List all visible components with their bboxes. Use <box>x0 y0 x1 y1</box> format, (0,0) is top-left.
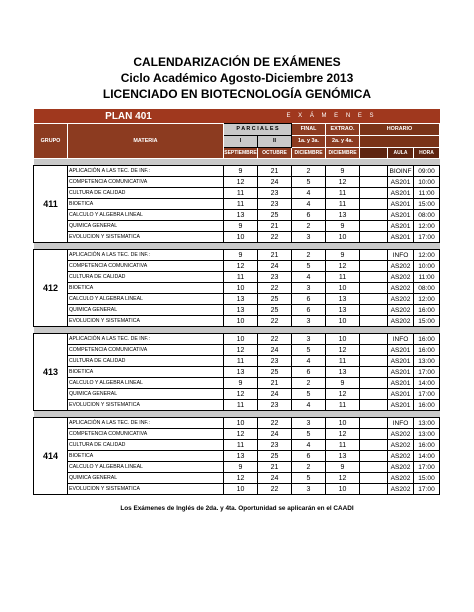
spacer-cell <box>360 389 388 400</box>
aula-cell: AS202 <box>388 429 414 440</box>
final-cell: 4 <box>292 400 326 411</box>
hora-cell: 12:00 <box>414 250 440 261</box>
subject-cell: CALCULO Y ALGEBRA LINEAL <box>68 210 224 221</box>
group-separator <box>34 243 440 250</box>
final-cell: 6 <box>292 367 326 378</box>
spacer-cell <box>360 334 388 345</box>
table-row <box>34 378 440 389</box>
parcial-1-cell: 10 <box>224 316 258 327</box>
parcial-1-cell: 9 <box>224 462 258 473</box>
final-cell: 5 <box>292 177 326 188</box>
extrao-cell: 9 <box>326 378 360 389</box>
subject-cell: APLICACIÓN A LAS TEC. DE INF.: <box>68 418 224 429</box>
subject-cell: APLICACIÓN A LAS TEC. DE INF.: <box>68 250 224 261</box>
spacer-cell <box>360 316 388 327</box>
table-row <box>34 166 440 177</box>
final-cell: 4 <box>292 272 326 283</box>
aula-cell: AS202 <box>388 305 414 316</box>
aula-cell: AS202 <box>388 316 414 327</box>
table-row <box>34 283 440 294</box>
spacer-cell <box>360 294 388 305</box>
final-cell: 3 <box>292 334 326 345</box>
subject-cell: CULTURA DE CALIDAD <box>68 356 224 367</box>
table-row <box>34 400 440 411</box>
header-mes1: SEPTIEMBRE <box>224 148 258 159</box>
subject-cell: APLICACIÓN A LAS TEC. DE INF.: <box>68 166 224 177</box>
parcial-2-cell: 25 <box>258 294 292 305</box>
main-title: CALENDARIZACIÓN DE EXÁMENES <box>133 55 341 69</box>
table-row <box>34 221 440 232</box>
parcial-2-cell: 22 <box>258 484 292 495</box>
final-cell: 6 <box>292 210 326 221</box>
table-row <box>34 418 440 429</box>
parcial-1-cell: 12 <box>224 261 258 272</box>
table-row <box>34 462 440 473</box>
table-row <box>34 272 440 283</box>
header-row-1 <box>34 124 440 136</box>
subject-cell: BIOETICA <box>68 283 224 294</box>
spacer-cell <box>360 418 388 429</box>
hora-cell: 14:00 <box>414 378 440 389</box>
extrao-cell: 10 <box>326 418 360 429</box>
table-row <box>34 199 440 210</box>
extrao-cell: 11 <box>326 356 360 367</box>
plan-row <box>34 109 440 124</box>
parcial-2-cell: 21 <box>258 221 292 232</box>
spacer-cell <box>360 199 388 210</box>
spacer-cell <box>360 188 388 199</box>
aula-cell: AS202 <box>388 451 414 462</box>
final-cell: 4 <box>292 188 326 199</box>
final-cell: 3 <box>292 232 326 243</box>
table-row <box>34 316 440 327</box>
program-title: LICENCIADO EN BIOTECNOLOGÍA GENÓMICA <box>102 87 372 101</box>
table-row <box>34 294 440 305</box>
spacer-cell <box>360 400 388 411</box>
parcial-1-cell: 13 <box>224 451 258 462</box>
parcial-1-cell: 12 <box>224 345 258 356</box>
final-cell: 2 <box>292 378 326 389</box>
plan-label: PLAN 401 <box>34 109 224 124</box>
header-extrao-sub: 2a. y 4a. <box>326 136 360 148</box>
parcial-1-cell: 13 <box>224 210 258 221</box>
subject-cell: BIOETICA <box>68 199 224 210</box>
extrao-cell: 11 <box>326 199 360 210</box>
hora-cell: 13:00 <box>414 429 440 440</box>
header-spacer <box>360 148 388 159</box>
extrao-cell: 12 <box>326 473 360 484</box>
subject-cell: CULTURA DE CALIDAD <box>68 188 224 199</box>
parcial-1-cell: 12 <box>224 429 258 440</box>
table-row <box>34 429 440 440</box>
subject-cell: COMPETENCIA COMUNICATIVA <box>68 345 224 356</box>
parcial-2-cell: 23 <box>258 440 292 451</box>
extrao-cell: 13 <box>326 451 360 462</box>
hora-cell: 12:00 <box>414 294 440 305</box>
aula-cell: AS201 <box>388 232 414 243</box>
extrao-cell: 13 <box>326 294 360 305</box>
subject-cell: QUIMICA GENERAL <box>68 473 224 484</box>
final-cell: 6 <box>292 451 326 462</box>
group-separator <box>34 411 440 418</box>
table-row <box>34 356 440 367</box>
hora-cell: 16:00 <box>414 305 440 316</box>
spacer-cell <box>360 283 388 294</box>
aula-cell: AS201 <box>388 378 414 389</box>
parcial-1-cell: 12 <box>224 177 258 188</box>
extrao-cell: 11 <box>326 400 360 411</box>
spacer-cell <box>360 356 388 367</box>
extrao-cell: 9 <box>326 221 360 232</box>
final-cell: 2 <box>292 462 326 473</box>
header-materia: MATERIA <box>68 124 224 159</box>
header-p2: II <box>258 136 292 148</box>
table-row <box>34 345 440 356</box>
cycle-title: Ciclo Académico Agosto-Diciembre 2013 <box>120 71 354 85</box>
hora-cell: 15:00 <box>414 199 440 210</box>
parcial-1-cell: 12 <box>224 473 258 484</box>
aula-cell: AS201 <box>388 188 414 199</box>
extrao-cell: 12 <box>326 261 360 272</box>
parcial-1-cell: 13 <box>224 305 258 316</box>
spacer-cell <box>360 232 388 243</box>
separator-cell <box>34 327 440 334</box>
parcial-2-cell: 21 <box>258 378 292 389</box>
table-row <box>34 440 440 451</box>
header-aula: AULA <box>388 148 414 159</box>
extrao-cell: 12 <box>326 177 360 188</box>
hora-cell: 16:00 <box>414 400 440 411</box>
subject-cell: QUIMICA GENERAL <box>68 305 224 316</box>
spacer-cell <box>360 451 388 462</box>
parcial-1-cell: 13 <box>224 367 258 378</box>
parcial-1-cell: 12 <box>224 389 258 400</box>
aula-cell: AS201 <box>388 210 414 221</box>
final-cell: 5 <box>292 261 326 272</box>
document-titles <box>0 54 474 102</box>
final-cell: 5 <box>292 345 326 356</box>
parcial-2-cell: 23 <box>258 356 292 367</box>
aula-cell: AS202 <box>388 261 414 272</box>
extrao-cell: 12 <box>326 389 360 400</box>
table-row <box>34 232 440 243</box>
parcial-1-cell: 9 <box>224 221 258 232</box>
subject-cell: EVOLUCION Y SISTEMATICA <box>68 400 224 411</box>
hora-cell: 08:00 <box>414 210 440 221</box>
extrao-cell: 13 <box>326 305 360 316</box>
spacer-cell <box>360 367 388 378</box>
parcial-2-cell: 22 <box>258 283 292 294</box>
aula-cell: AS202 <box>388 294 414 305</box>
hora-cell: 10:00 <box>414 261 440 272</box>
spacer-cell <box>360 305 388 316</box>
spacer-cell <box>360 473 388 484</box>
extrao-cell: 12 <box>326 345 360 356</box>
parcial-2-cell: 24 <box>258 389 292 400</box>
hora-cell: 16:00 <box>414 345 440 356</box>
subject-cell: EVOLUCION Y SISTEMATICA <box>68 316 224 327</box>
header-grupo: GRUPO <box>34 124 68 159</box>
spacer-cell <box>360 429 388 440</box>
subject-cell: EVOLUCION Y SISTEMATICA <box>68 232 224 243</box>
final-cell: 6 <box>292 294 326 305</box>
exam-schedule-table <box>33 109 440 495</box>
parcial-2-cell: 25 <box>258 451 292 462</box>
aula-cell: AS201 <box>388 356 414 367</box>
header-mes3: DICIEMBRE <box>292 148 326 159</box>
table-row <box>34 188 440 199</box>
header-horario-blank <box>360 136 440 148</box>
hora-cell: 16:00 <box>414 440 440 451</box>
aula-cell: AS201 <box>388 221 414 232</box>
extrao-cell: 10 <box>326 334 360 345</box>
header-mes4: DICIEMBRE <box>326 148 360 159</box>
parcial-1-cell: 11 <box>224 199 258 210</box>
spacer-cell <box>360 166 388 177</box>
table-row <box>34 305 440 316</box>
exam-schedule-sheet <box>33 109 439 495</box>
group-number: 413 <box>34 334 68 411</box>
hora-cell: 13:00 <box>414 356 440 367</box>
aula-cell: AS201 <box>388 367 414 378</box>
parcial-1-cell: 11 <box>224 440 258 451</box>
spacer-cell <box>360 345 388 356</box>
hora-cell: 10:00 <box>414 177 440 188</box>
parcial-2-cell: 23 <box>258 400 292 411</box>
final-cell: 3 <box>292 316 326 327</box>
subject-cell: BIOETICA <box>68 451 224 462</box>
hora-cell: 11:00 <box>414 272 440 283</box>
group-number: 411 <box>34 166 68 243</box>
spacer-cell <box>360 261 388 272</box>
final-cell: 3 <box>292 418 326 429</box>
parcial-1-cell: 13 <box>224 294 258 305</box>
subject-cell: CALCULO Y ALGEBRA LINEAL <box>68 462 224 473</box>
hora-cell: 12:00 <box>414 221 440 232</box>
parcial-2-cell: 25 <box>258 210 292 221</box>
spacer-cell <box>360 221 388 232</box>
parcial-1-cell: 11 <box>224 400 258 411</box>
spacer-cell <box>360 250 388 261</box>
aula-cell: AS202 <box>388 484 414 495</box>
parcial-2-cell: 24 <box>258 429 292 440</box>
table-row <box>34 473 440 484</box>
header-p1: I <box>224 136 258 148</box>
subject-cell: CALCULO Y ALGEBRA LINEAL <box>68 294 224 305</box>
parcial-2-cell: 23 <box>258 272 292 283</box>
subject-cell: COMPETENCIA COMUNICATIVA <box>68 261 224 272</box>
final-cell: 5 <box>292 473 326 484</box>
aula-cell: BIOINF <box>388 166 414 177</box>
final-cell: 4 <box>292 199 326 210</box>
final-cell: 3 <box>292 283 326 294</box>
aula-cell: AS201 <box>388 199 414 210</box>
final-cell: 6 <box>292 305 326 316</box>
header-hora: HORA <box>414 148 440 159</box>
hora-cell: 11:00 <box>414 188 440 199</box>
parcial-2-cell: 22 <box>258 316 292 327</box>
final-cell: 4 <box>292 440 326 451</box>
aula-cell: AS201 <box>388 400 414 411</box>
hora-cell: 15:00 <box>414 316 440 327</box>
aula-cell: AS202 <box>388 473 414 484</box>
extrao-cell: 12 <box>326 429 360 440</box>
table-row <box>34 334 440 345</box>
header-horario: HORARIO <box>360 124 440 136</box>
parcial-1-cell: 11 <box>224 272 258 283</box>
parcial-1-cell: 9 <box>224 378 258 389</box>
spacer-cell <box>360 378 388 389</box>
parcial-1-cell: 11 <box>224 356 258 367</box>
aula-cell: AS202 <box>388 272 414 283</box>
parcial-2-cell: 23 <box>258 188 292 199</box>
table-row <box>34 367 440 378</box>
parcial-2-cell: 24 <box>258 345 292 356</box>
final-cell: 2 <box>292 166 326 177</box>
header-final: FINAL <box>292 124 326 136</box>
aula-cell: INFO <box>388 418 414 429</box>
parcial-2-cell: 21 <box>258 462 292 473</box>
header-mes2: OCTUBRE <box>258 148 292 159</box>
parcial-1-cell: 9 <box>224 166 258 177</box>
extrao-cell: 11 <box>326 188 360 199</box>
group-separator <box>34 327 440 334</box>
group-number: 412 <box>34 250 68 327</box>
parcial-2-cell: 25 <box>258 305 292 316</box>
extrao-cell: 10 <box>326 283 360 294</box>
header-extrao: EXTRAO. <box>326 124 360 136</box>
extrao-cell: 10 <box>326 232 360 243</box>
subject-cell: COMPETENCIA COMUNICATIVA <box>68 177 224 188</box>
subject-cell: COMPETENCIA COMUNICATIVA <box>68 429 224 440</box>
hora-cell: 17:00 <box>414 484 440 495</box>
spacer-cell <box>360 440 388 451</box>
parcial-2-cell: 21 <box>258 250 292 261</box>
parcial-1-cell: 10 <box>224 283 258 294</box>
parcial-1-cell: 9 <box>224 250 258 261</box>
final-cell: 2 <box>292 250 326 261</box>
subject-cell: QUIMICA GENERAL <box>68 221 224 232</box>
aula-cell: INFO <box>388 334 414 345</box>
subject-cell: BIOETICA <box>68 367 224 378</box>
subject-cell: APLICACIÓN A LAS TEC. DE INF.: <box>68 334 224 345</box>
subject-cell: EVOLUCION Y SISTEMATICA <box>68 484 224 495</box>
parcial-1-cell: 10 <box>224 484 258 495</box>
table-row <box>34 451 440 462</box>
header-parciales: P A R C I A L E S <box>224 124 292 136</box>
table-row <box>34 177 440 188</box>
parcial-1-cell: 10 <box>224 232 258 243</box>
table-row <box>34 250 440 261</box>
final-cell: 5 <box>292 389 326 400</box>
spacer-cell <box>360 210 388 221</box>
parcial-2-cell: 25 <box>258 367 292 378</box>
hora-cell: 08:00 <box>414 283 440 294</box>
extrao-cell: 13 <box>326 210 360 221</box>
parcial-2-cell: 22 <box>258 334 292 345</box>
parcial-2-cell: 22 <box>258 232 292 243</box>
extrao-cell: 13 <box>326 367 360 378</box>
aula-cell: INFO <box>388 250 414 261</box>
extrao-cell: 11 <box>326 440 360 451</box>
hora-cell: 17:00 <box>414 232 440 243</box>
parcial-1-cell: 11 <box>224 188 258 199</box>
parcial-2-cell: 22 <box>258 418 292 429</box>
aula-cell: AS201 <box>388 389 414 400</box>
subject-cell: CALCULO Y ALGEBRA LINEAL <box>68 378 224 389</box>
final-cell: 5 <box>292 429 326 440</box>
hora-cell: 16:00 <box>414 334 440 345</box>
final-cell: 3 <box>292 484 326 495</box>
subject-cell: CULTURA DE CALIDAD <box>68 272 224 283</box>
table-row <box>34 389 440 400</box>
spacer-cell <box>360 462 388 473</box>
parcial-2-cell: 24 <box>258 473 292 484</box>
extrao-cell: 9 <box>326 166 360 177</box>
spacer-cell <box>360 177 388 188</box>
hora-cell: 17:00 <box>414 462 440 473</box>
aula-cell: AS202 <box>388 462 414 473</box>
header-final-sub: 1a. y 3a. <box>292 136 326 148</box>
table-row <box>34 210 440 221</box>
extrao-cell: 10 <box>326 316 360 327</box>
spacer-cell <box>360 272 388 283</box>
final-cell: 2 <box>292 221 326 232</box>
separator-cell <box>34 243 440 250</box>
aula-cell: AS201 <box>388 177 414 188</box>
hora-cell: 17:00 <box>414 389 440 400</box>
aula-cell: AS202 <box>388 283 414 294</box>
extrao-cell: 10 <box>326 484 360 495</box>
parcial-1-cell: 10 <box>224 418 258 429</box>
footer-note: Los Exámenes de Inglés de 2da. y 4ta. Oportunidad se aplicarán en el CAADI <box>120 505 354 512</box>
examenes-banner: E X Á M E N E S <box>224 109 440 124</box>
group-separator <box>34 159 440 166</box>
subject-cell: QUIMICA GENERAL <box>68 389 224 400</box>
spacer-cell <box>360 484 388 495</box>
hora-cell: 14:00 <box>414 451 440 462</box>
parcial-2-cell: 24 <box>258 261 292 272</box>
parcial-1-cell: 10 <box>224 334 258 345</box>
separator-cell <box>34 159 440 166</box>
hora-cell: 09:00 <box>414 166 440 177</box>
extrao-cell: 11 <box>326 272 360 283</box>
separator-cell <box>34 411 440 418</box>
table-row <box>34 484 440 495</box>
final-cell: 4 <box>292 356 326 367</box>
hora-cell: 13:00 <box>414 418 440 429</box>
parcial-2-cell: 24 <box>258 177 292 188</box>
parcial-2-cell: 23 <box>258 199 292 210</box>
group-number: 414 <box>34 418 68 495</box>
extrao-cell: 9 <box>326 462 360 473</box>
parcial-2-cell: 21 <box>258 166 292 177</box>
table-row <box>34 261 440 272</box>
extrao-cell: 9 <box>326 250 360 261</box>
hora-cell: 15:00 <box>414 473 440 484</box>
aula-cell: AS201 <box>388 345 414 356</box>
subject-cell: CULTURA DE CALIDAD <box>68 440 224 451</box>
aula-cell: AS202 <box>388 440 414 451</box>
hora-cell: 17:00 <box>414 367 440 378</box>
